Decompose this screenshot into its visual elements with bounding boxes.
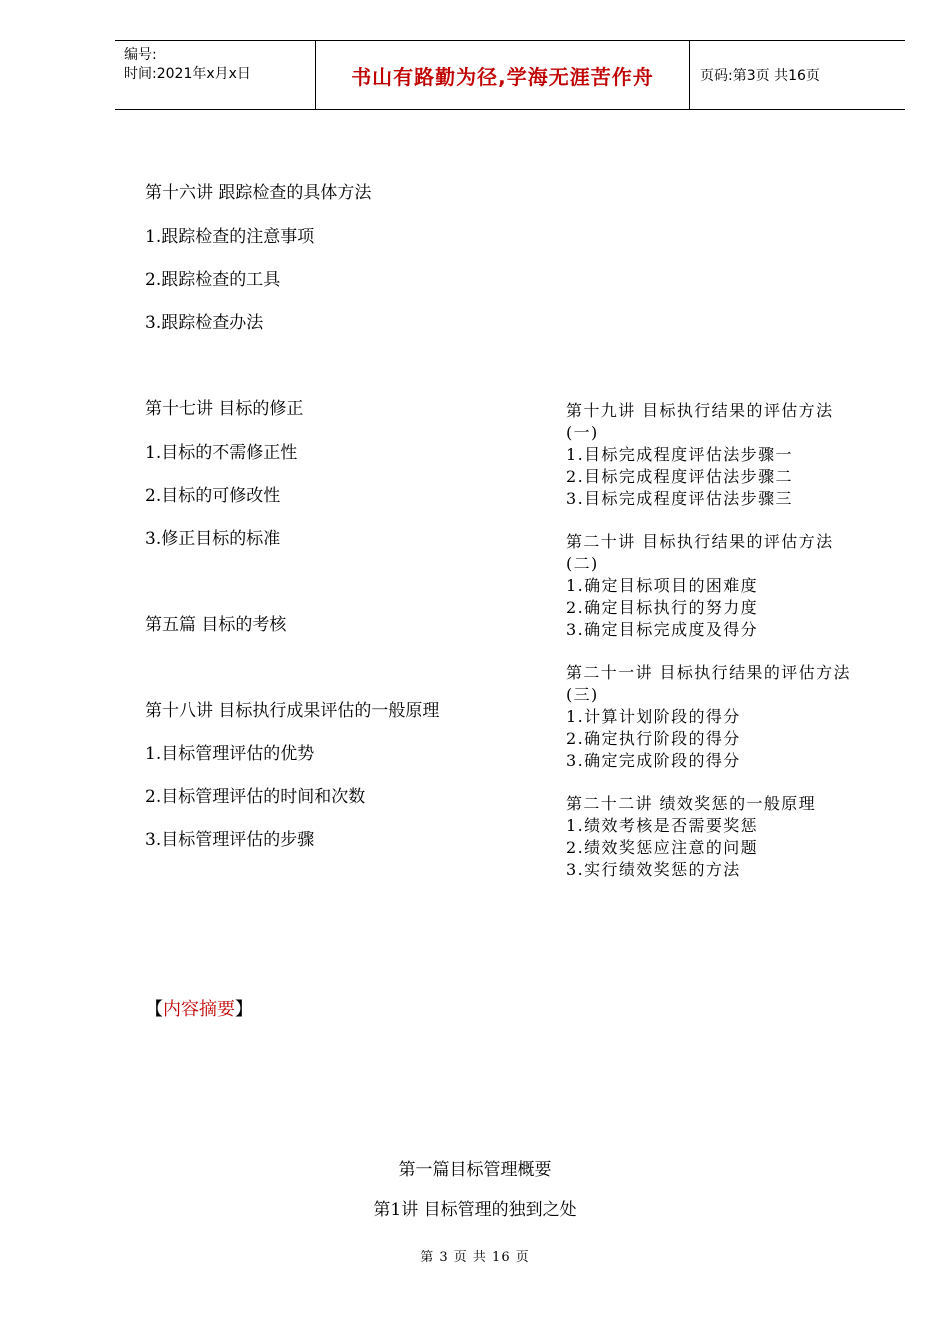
- lecture-22-block: [566, 793, 896, 881]
- lecture-16-title: 第十六讲 跟踪检查的具体方法: [145, 183, 372, 203]
- page-footer: 第 3 页 共 16 页: [420, 1250, 530, 1265]
- lecture-18-item-3: 3.目标管理评估的步骤: [145, 830, 315, 850]
- lecture-16-item-1: 1.跟踪检查的注意事项: [145, 227, 315, 247]
- lecture-21-item-1: 1.计算计划阶段的得分: [566, 707, 741, 726]
- lecture-22-item-1: 1.绩效考核是否需要奖惩: [566, 816, 759, 835]
- lecture-19-block: [566, 400, 896, 510]
- lecture-21-subtitle: (三): [566, 685, 599, 704]
- summary-close-bracket: 】: [235, 999, 253, 1020]
- lecture-22-item-3: 3.实行绩效奖惩的方法: [566, 860, 741, 879]
- lecture-20-subtitle: (二): [566, 554, 599, 573]
- lecture-17-item-1: 1.目标的不需修正性: [145, 443, 298, 463]
- lecture-18-item-2: 2.目标管理评估的时间和次数: [145, 787, 366, 807]
- lecture-21-item-3: 3.确定完成阶段的得分: [566, 751, 741, 770]
- summary-open-bracket: 【: [145, 999, 163, 1020]
- lecture-20-item-3: 3.确定目标完成度及得分: [566, 620, 759, 639]
- part-1-title: 第一篇目标管理概要: [398, 1160, 552, 1180]
- lecture-16-item-3: 3.跟踪检查办法: [145, 313, 264, 333]
- header-page-cell: [690, 41, 905, 109]
- lecture-1-title: 第1讲 目标管理的独到之处: [373, 1200, 577, 1220]
- part-5-title: 第五篇 目标的考核: [145, 615, 287, 635]
- lecture-20-item-1: 1.确定目标项目的困难度: [566, 576, 759, 595]
- lecture-19-item-3: 3.目标完成程度评估法步骤三: [566, 489, 793, 508]
- lecture-19-title: 第十九讲 目标执行结果的评估方法: [566, 401, 834, 420]
- lecture-21-title: 第二十一讲 目标执行结果的评估方法: [566, 663, 851, 682]
- lecture-20-block: [566, 531, 896, 641]
- page-label: 页码:第3页 共16页: [700, 68, 820, 84]
- lecture-18-title: 第十八讲 目标执行成果评估的一般原理: [145, 701, 440, 721]
- header-motto-cell: [316, 41, 690, 109]
- lecture-20-item-2: 2.确定目标执行的努力度: [566, 598, 759, 617]
- lecture-19-item-2: 2.目标完成程度评估法步骤二: [566, 467, 793, 486]
- summary-text: 内容摘要: [163, 999, 235, 1020]
- lecture-16-item-2: 2.跟踪检查的工具: [145, 270, 281, 290]
- lecture-20-title: 第二十讲 目标执行结果的评估方法: [566, 532, 834, 551]
- header-meta: [115, 41, 316, 109]
- lecture-17-title: 第十七讲 目标的修正: [145, 399, 304, 419]
- lecture-17-item-2: 2.目标的可修改性: [145, 486, 281, 506]
- lecture-19-subtitle: (一): [566, 423, 599, 442]
- content-summary-heading: [145, 995, 253, 1021]
- lecture-22-item-2: 2.绩效奖惩应注意的问题: [566, 838, 759, 857]
- lecture-18-item-1: 1.目标管理评估的优势: [145, 744, 315, 764]
- lecture-21-block: [566, 662, 896, 772]
- page-header: [115, 40, 905, 110]
- lecture-17-item-3: 3.修正目标的标准: [145, 529, 281, 549]
- number-label: 编号:: [124, 47, 157, 63]
- time-label: 时间:2021年x月x日: [124, 66, 251, 82]
- lecture-19-item-1: 1.目标完成程度评估法步骤一: [566, 445, 793, 464]
- lecture-21-item-2: 2.确定执行阶段的得分: [566, 729, 741, 748]
- motto: 书山有路勤为径,学海无涯苦作舟: [351, 64, 654, 89]
- lecture-22-title: 第二十二讲 绩效奖惩的一般原理: [566, 794, 817, 813]
